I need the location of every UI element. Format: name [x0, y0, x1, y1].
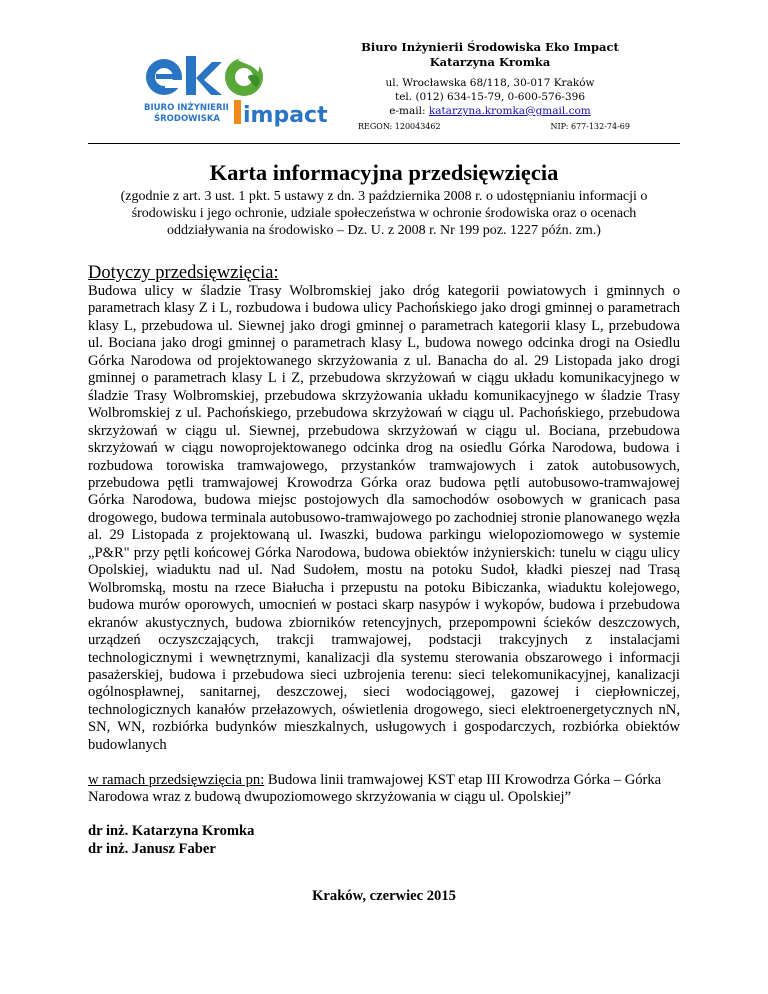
company-logo	[140, 50, 330, 128]
document-title: Karta informacyjna przedsięwzięcia	[209, 160, 559, 185]
company-contact	[340, 76, 640, 118]
project-text: Budowa linii tramwajowej KST etap III Krowodrza Górka – Górka Narodowa wraz z budową dwupoziomowego skrzyżowania w ciągu ul. Opolskiej”	[88, 772, 662, 806]
regon: REGON: 120043462	[358, 122, 441, 131]
project-label: w ramach przedsięwzięcia pn:	[88, 772, 265, 788]
logo-text-line1: BIURO INŻYNIERII	[144, 103, 229, 113]
nip: NIP: 677-132-74-69	[550, 122, 630, 131]
company-phone: tel. (012) 634-15-79, 0-600-576-396	[394, 91, 586, 103]
authors	[88, 823, 254, 858]
project-description: Budowa ulicy w śladzie Trasy Wolbromskiej jako dróg kategorii powiatowych i gminnych o parametrach klasy Z i L, rozbudowa i budowa ulicy Pachońskiego jako drogi gminnej o parametrach klasy L, przebudowa ul. Siewnej jako drogi gminnej o parametrach kategorii klasy L, przebudowa ul. Bociana jako drogi gminnej o parametrach klasy L, budowa nowego odcinka drogi na Osiedlu Górka Narodowa od projektowanego skrzyżowania z ul. Banacha do al. 29 Listopada jako drogi gminnej o parametrach klasy L i Z, przebudowa skrzyżowań w ciągu układu komunikacyjnego w śladzie Trasy Wolbromskiej, przebudowa skrzyżowania układu komunikacyjnego w śladzie Trasy Wolbromskiej z ul. Pachońskiego, przebudowa skrzyżowań w ciągu ul. Pachońskiego, przebudowa skrzyżowań w ciągu ul. Siewnej, przebudowa skrzyżowań w ciągu ul. Bociana, przebudowa skrzyżowań w ciągu nowoprojektowanego odcinka drog na osiedlu Górka Narodowa, budowa i rozbudowa torowiska tramwajowego, przystanków tramwajowych i zatok autobusowych, przebudowa pętli tramwajowej Krowodrza Górka oraz budowa pętli autobusowo-tramwajowej Górka Narodowa, budowa miejsc postojowych dla samochodów osobowych w granicach pasa drogowego, budowa terminala autobusowo-tramwajowego po zachodniej stronie planowanego węzła al. 29 Listopada z projektowaną ul. Iwaszki, budowa parkingu wielopoziomowego w systemie „P&R" przy pętli końcowej Górka Narodowa, budowa obiektów inżynierskich: tunelu w ciągu ulicy Opolskiej, wiaduktu nad ul. Nad Sudołem, mostu na potoku Sudoł, kładki pieszej nad Trasą Wolbromską, mostu na rzece Białucha i przepustu na potoku Bibiczanka, wiaduktu kolejowego, budowa murów oporowych, umocnień w postaci skarp nasypów i wykopów, budowa i przebudowa ekranów akustycznych, budowa zbiorników retencyjnych, przepompowni ścieków deszczowych, urządzeń oczyszczających, trakcji tramwajowej, podstacji trakcyjnych z instalacjami technologicznymi i wewnętrznymi, kanalizacji dla systemu sterowania obszarowego i informacji pasażerskiej, budowa i przebudowa sieci uzbrojenia terenu: sieci telekomunikacyjnej, kanalizacji ogólnospławnej, sanitarnej, deszczowej, sieci wodociągowej, gazowej i ciepłowniczej, technologicznych kanałów przełazowych, oświetlenia drogowego, sieci elektroenergetycznych nN, SN, WN, rozbiórka budynków mieszkalnych, usługowych i gospodarczych, rozbiórka obiektów budowlanych	[88, 283, 680, 753]
email-label: e-mail:	[389, 105, 426, 117]
section-heading: Dotyczy przedsięwzięcia:	[88, 263, 279, 283]
company-ids	[358, 122, 630, 131]
author-1: dr inż. Katarzyna Kromka	[88, 823, 255, 839]
company-email-line	[340, 104, 640, 118]
email-link[interactable]: katarzyna.kromka@gmail.com	[428, 105, 591, 117]
project-name-paragraph	[88, 772, 680, 807]
company-person: Katarzyna Kromka	[429, 55, 551, 69]
author-2: dr inż. Janusz Faber	[88, 840, 216, 857]
company-address: ul. Wrocławska 68/118, 30-017 Kraków	[385, 77, 595, 89]
logo-brand: impact	[243, 103, 328, 128]
place-date: Kraków, czerwiec 2015	[312, 888, 456, 904]
logo-text-line2: ŚRODOWISKA	[154, 114, 220, 124]
company-name: Biuro Inżynierii Środowiska Eko Impact	[361, 40, 619, 54]
header-divider	[88, 143, 680, 144]
company-header	[340, 40, 640, 70]
document-subtitle: (zgodnie z art. 3 ust. 1 pkt. 5 ustawy z dn. 3 października 2008 r. o udostępnianiu informacji o środowisku i jego ochronie, udziale społeczeństwa w ochronie środowiska oraz o ocenach oddziaływania na środowisko – Dz. U. z 2008 r. Nr 199 poz. 1227 późn. zm.)	[120, 189, 648, 238]
